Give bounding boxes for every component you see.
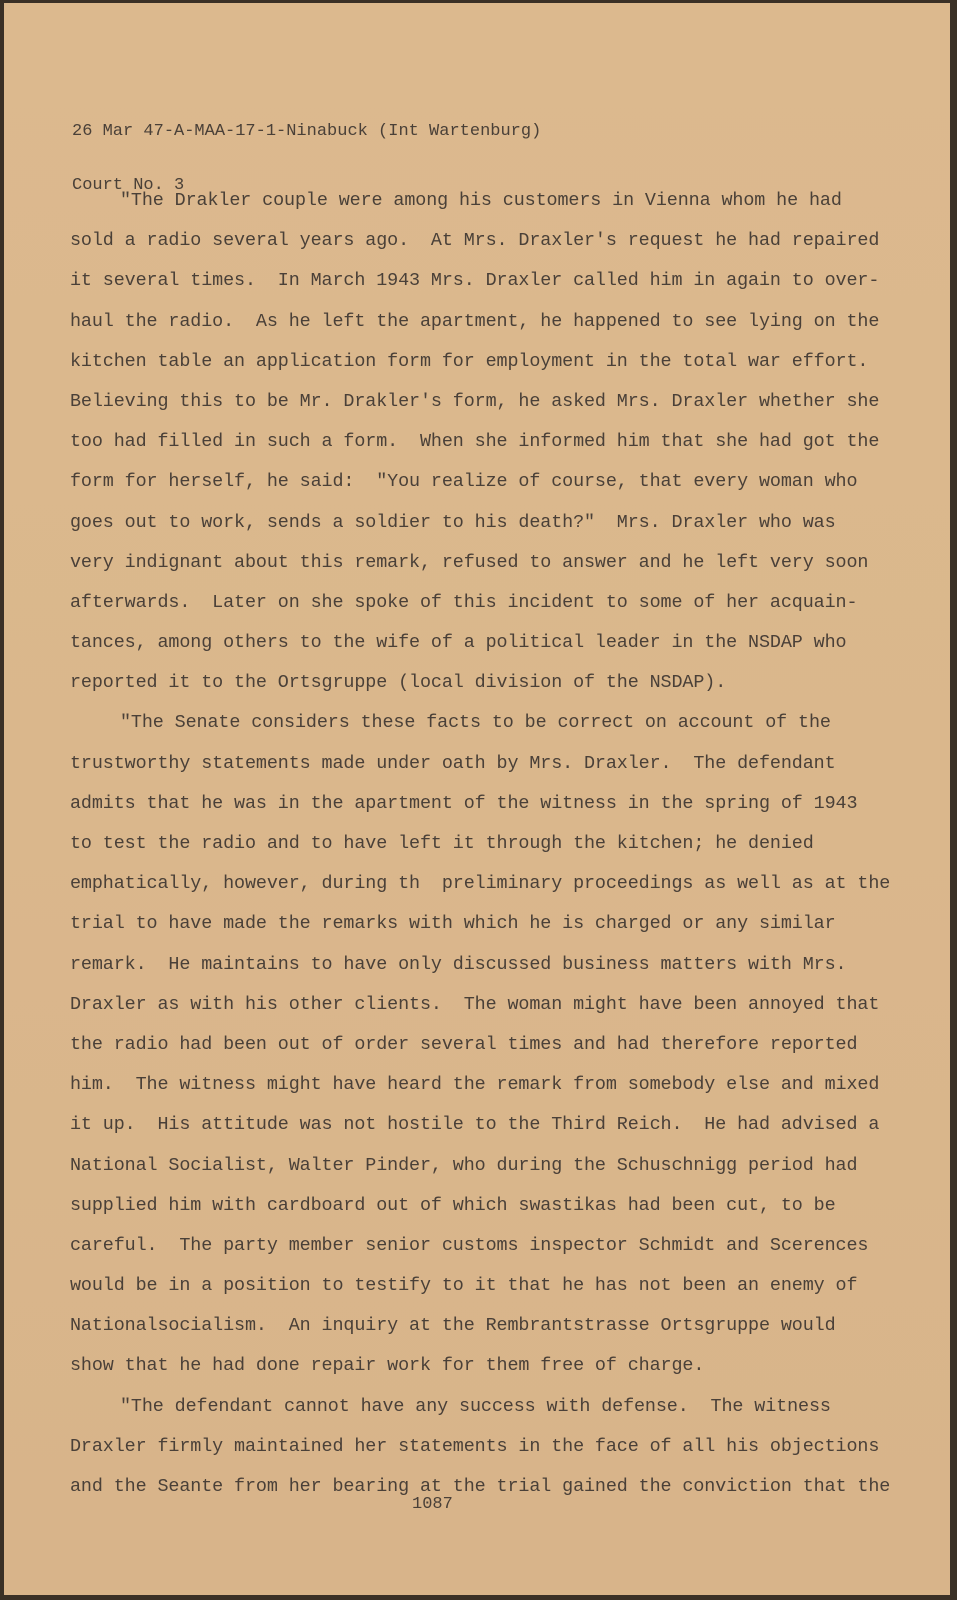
text-line: would be in a position to testify to it that he has not been an enemy of (70, 1275, 858, 1297)
text-line: "The Senate considers these facts to be correct on account of the (120, 712, 831, 734)
text-line: him. The witness might have heard the remark from somebody else and mixed (70, 1074, 880, 1096)
text-line: trustworthy statements made under oath by Mrs. Draxler. The defendant (70, 752, 836, 774)
text-line: remark. He maintains to have only discussed business matters with Mrs. (70, 953, 847, 975)
text-line: trial to have made the remarks with which he is charged or any similar (70, 913, 836, 935)
paragraph (70, 181, 890, 703)
text-line: show that he had done repair work for them free of charge. (70, 1355, 705, 1377)
text-line: it several times. In March 1943 Mrs. Draxler called him in again to over- (70, 270, 880, 292)
document-body (70, 181, 890, 1507)
header-court-number: Court No. 3 (72, 176, 185, 195)
text-line: too had filled in such a form. When she informed him that she had got the (70, 431, 880, 453)
text-line: "The defendant cannot have any success with defense. The witness (120, 1395, 831, 1417)
paragraph (70, 1387, 890, 1508)
text-line: tances, among others to the wife of a political leader in the NSDAP who (70, 632, 847, 654)
document-page (4, 3, 950, 1595)
text-line: National Socialist, Walter Pinder, who during the Schuschnigg period had (70, 1154, 858, 1176)
text-line: kitchen table an application form for employment in the total war effort. (70, 350, 869, 372)
header-case-reference: 26 Mar 47-A-MAA-17-1-Ninabuck (Int Wartenburg) (72, 122, 542, 141)
text-line: Believing this to be Mr. Drakler's form, he asked Mrs. Draxler whether she (70, 390, 880, 412)
text-line: reported it to the Ortsgruppe (local division of the NSDAP). (70, 672, 727, 694)
text-line: supplied him with cardboard out of which swastikas had been cut, to be (70, 1194, 836, 1216)
text-line: "The Drakler couple were among his customers in Vienna whom he had (120, 190, 842, 211)
text-line: form for herself, he said: "You realize of course, that every woman who (70, 471, 858, 493)
text-line: to test the radio and to have left it through the kitchen; he denied (70, 833, 814, 854)
paragraph (70, 703, 890, 1386)
text-line: Draxler firmly maintained her statements in the face of all his objections (70, 1435, 880, 1457)
text-line: admits that he was in the apartment of the witness in the spring of 1943 (70, 792, 858, 814)
text-line: haul the radio. As he left the apartment, he happened to see lying on the (70, 310, 880, 332)
text-line: emphatically, however, during th preliminary proceedings as well as at the (70, 873, 891, 895)
text-line: and the Seante from her bearing at the trial gained the conviction that the (70, 1476, 891, 1497)
text-line: careful. The party member senior customs inspector Schmidt and Scerences (70, 1234, 869, 1256)
text-line: Nationalsocialism. An inquiry at the Rembrantstrasse Ortsgruppe would (70, 1315, 836, 1337)
text-line: afterwards. Later on she spoke of this incident to some of her acquain- (70, 591, 858, 613)
text-line: it up. His attitude was not hostile to the Third Reich. He had advised a (70, 1114, 880, 1136)
text-line: very indignant about this remark, refused to answer and he left very soon (70, 551, 869, 573)
text-line: the radio had been out of order several times and had therefore reported (70, 1033, 858, 1055)
text-line: goes out to work, sends a soldier to his death?" Mrs. Draxler who was (70, 511, 836, 533)
text-line: Draxler as with his other clients. The woman might have been annoyed that (70, 993, 880, 1015)
text-line: sold a radio several years ago. At Mrs. Draxler's request he had repaired (70, 230, 880, 252)
page-number: 1087 (412, 1495, 453, 1514)
